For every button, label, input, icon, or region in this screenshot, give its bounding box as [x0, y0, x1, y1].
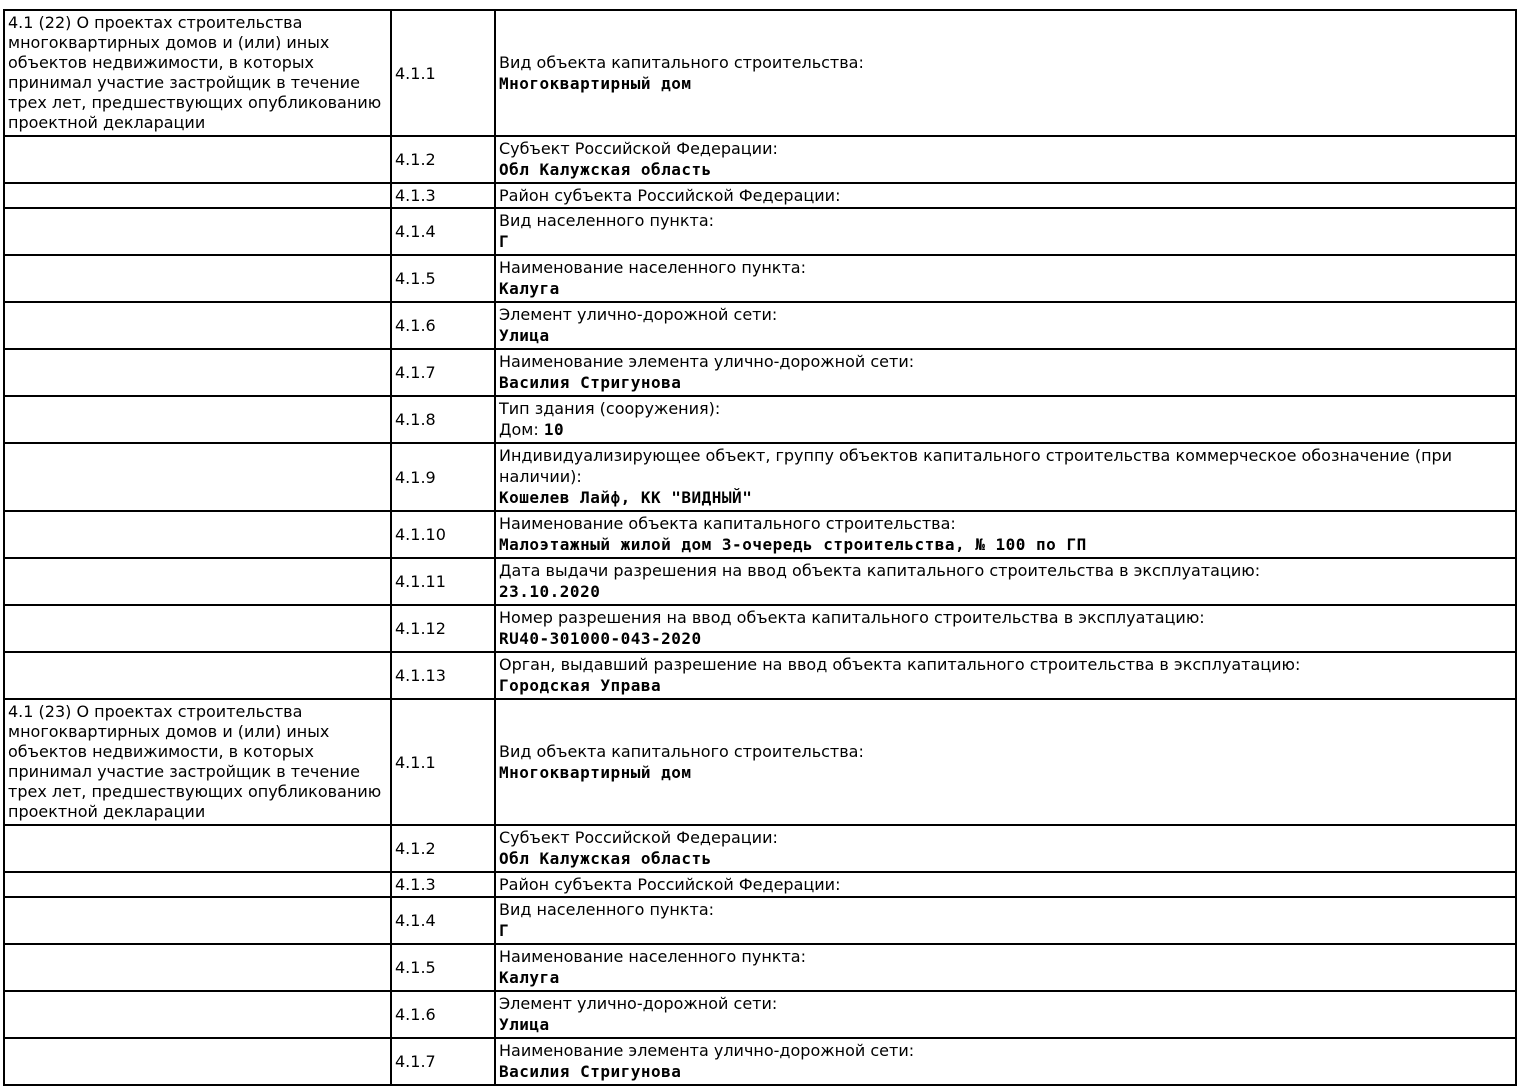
field-cell — [495, 872, 1516, 897]
field-value: Кошелев Лайф, КК "ВИДНЫЙ" — [499, 488, 753, 507]
field-value-line — [499, 278, 1512, 300]
row-number-cell: 4.1.3 — [391, 872, 495, 897]
row-number-cell: 4.1.11 — [391, 558, 495, 605]
row-number-cell: 4.1.6 — [391, 991, 495, 1038]
row-number-cell: 4.1.5 — [391, 255, 495, 302]
row-number-cell: 4.1.3 — [391, 183, 495, 208]
empty-cell — [4, 255, 391, 302]
field-label: Номер разрешения на ввод объекта капитального строительства в эксплуатацию: — [499, 608, 1205, 627]
field-cell — [495, 10, 1516, 136]
field-label: Дата выдачи разрешения на ввод объекта капитального строительства в эксплуатацию: — [499, 561, 1261, 580]
field-label: Субъект Российской Федерации: — [499, 139, 778, 158]
field-value-line — [499, 581, 1512, 603]
field-value: Многоквартирный дом — [499, 73, 692, 93]
table-row — [4, 652, 1516, 699]
field-value: Малоэтажный жилой дом 3-очередь строительства, № 100 по ГП — [499, 535, 1087, 554]
table-row — [4, 396, 1516, 443]
table-row — [4, 443, 1516, 511]
table-row — [4, 136, 1516, 183]
row-number-cell: 4.1.12 — [391, 605, 495, 652]
field-label: Вид населенного пункта: — [499, 900, 715, 919]
row-number-cell: 4.1.4 — [391, 897, 495, 944]
empty-cell — [4, 652, 391, 699]
field-cell — [495, 1038, 1516, 1085]
empty-cell — [4, 825, 391, 872]
row-number-cell: 4.1.1 — [391, 699, 495, 825]
table-row — [4, 605, 1516, 652]
field-value: Василия Стригунова — [499, 1062, 682, 1081]
field-value-line — [499, 73, 1512, 95]
field-cell — [495, 699, 1516, 825]
field-value-line — [499, 848, 1512, 870]
field-label: Район субъекта Российской Федерации: — [499, 875, 841, 894]
field-label: Субъект Российской Федерации: — [499, 828, 778, 847]
field-cell — [495, 825, 1516, 872]
field-value: RU40-301000-043-2020 — [499, 629, 702, 648]
row-number-cell: 4.1.2 — [391, 825, 495, 872]
row-number-cell: 4.1.7 — [391, 1038, 495, 1085]
row-number-cell: 4.1.8 — [391, 396, 495, 443]
field-value-prefix: Дом: — [499, 420, 544, 439]
field-label: Вид объекта капитального строительства: — [499, 741, 864, 761]
empty-cell — [4, 443, 391, 511]
field-label: Наименование элемента улично-дорожной сети: — [499, 352, 915, 371]
table-row — [4, 872, 1516, 897]
row-number-cell: 4.1.10 — [391, 511, 495, 558]
field-label: Район субъекта Российской Федерации: — [499, 186, 841, 205]
field-value-line — [499, 325, 1512, 347]
table-row — [4, 897, 1516, 944]
section-description-cell: 4.1 (22) О проектах строительства многоквартирных домов и (или) иных объектов недвижимости, в которых принимал участие застройщик в течение трех лет, предшествующих опубликованию проектной декларации — [4, 10, 391, 136]
field-cell — [495, 255, 1516, 302]
row-number-cell: 4.1.2 — [391, 136, 495, 183]
field-value: Улица — [499, 1015, 550, 1034]
field-value-line — [499, 372, 1512, 394]
field-cell — [495, 443, 1516, 511]
field-value: 23.10.2020 — [499, 582, 601, 601]
field-value-line — [499, 487, 1512, 509]
field-value: 10 — [543, 420, 565, 439]
field-cell — [495, 208, 1516, 255]
field-value: Многоквартирный дом — [499, 762, 692, 782]
field-cell — [495, 897, 1516, 944]
table-row — [4, 991, 1516, 1038]
empty-cell — [4, 872, 391, 897]
table-row — [4, 255, 1516, 302]
field-value-line — [499, 1014, 1512, 1036]
table-row — [4, 944, 1516, 991]
empty-cell — [4, 897, 391, 944]
table-row — [4, 183, 1516, 208]
table-row — [4, 825, 1516, 872]
field-value: Обл Калужская область — [499, 849, 712, 868]
field-cell — [495, 349, 1516, 396]
row-number-cell: 4.1.4 — [391, 208, 495, 255]
table-row — [4, 699, 1516, 825]
field-cell — [495, 396, 1516, 443]
table-row — [4, 302, 1516, 349]
field-cell — [495, 991, 1516, 1038]
field-label: Наименование населенного пункта: — [499, 258, 806, 277]
empty-cell — [4, 302, 391, 349]
empty-cell — [4, 944, 391, 991]
field-label: Тип здания (сооружения): — [499, 399, 721, 418]
row-number-cell: 4.1.13 — [391, 652, 495, 699]
empty-cell — [4, 511, 391, 558]
field-label: Наименование объекта капитального строительства: — [499, 514, 956, 533]
field-label: Элемент улично-дорожной сети: — [499, 305, 778, 324]
field-label: Орган, выдавший разрешение на ввод объекта капитального строительства в эксплуатацию: — [499, 655, 1301, 674]
table-row — [4, 558, 1516, 605]
field-value: Улица — [499, 326, 550, 345]
empty-cell — [4, 349, 391, 396]
field-value-line — [499, 534, 1512, 556]
field-cell — [495, 558, 1516, 605]
empty-cell — [4, 396, 391, 443]
field-label: Наименование элемента улично-дорожной сети: — [499, 1041, 915, 1060]
field-value-line — [499, 159, 1512, 181]
empty-cell — [4, 136, 391, 183]
row-number-cell: 4.1.7 — [391, 349, 495, 396]
empty-cell — [4, 605, 391, 652]
empty-cell — [4, 558, 391, 605]
field-cell — [495, 605, 1516, 652]
field-value: Калуга — [499, 279, 560, 298]
field-cell — [495, 183, 1516, 208]
field-value: Обл Калужская область — [499, 160, 712, 179]
row-number-cell: 4.1.1 — [391, 10, 495, 136]
row-number-cell: 4.1.9 — [391, 443, 495, 511]
field-label: Вид населенного пункта: — [499, 211, 715, 230]
field-value-line — [499, 920, 1512, 942]
field-label: Наименование населенного пункта: — [499, 947, 806, 966]
project-declaration-table — [3, 9, 1517, 1086]
field-cell — [495, 302, 1516, 349]
field-value: Василия Стригунова — [499, 373, 682, 392]
field-cell — [495, 511, 1516, 558]
field-value-line — [499, 231, 1512, 253]
empty-cell — [4, 991, 391, 1038]
row-number-cell: 4.1.6 — [391, 302, 495, 349]
table-row — [4, 10, 1516, 136]
field-value-line — [499, 762, 1512, 784]
field-cell — [495, 652, 1516, 699]
empty-cell — [4, 1038, 391, 1085]
section-description-cell: 4.1 (23) О проектах строительства многоквартирных домов и (или) иных объектов недвижимости, в которых принимал участие застройщик в течение трех лет, предшествующих опубликованию проектной декларации — [4, 699, 391, 825]
empty-cell — [4, 208, 391, 255]
field-value-line — [499, 967, 1512, 989]
field-value-line — [499, 675, 1512, 697]
field-value-line — [499, 419, 1512, 441]
field-value: Г — [499, 921, 510, 940]
field-value-line — [499, 628, 1512, 650]
field-cell — [495, 944, 1516, 991]
field-value: Г — [499, 232, 510, 251]
field-label: Индивидуализирующее объект, группу объектов капитального строительства коммерческое обозначение (при наличии): — [499, 446, 1453, 486]
field-label: Вид объекта капитального строительства: — [499, 52, 864, 72]
empty-cell — [4, 183, 391, 208]
row-number-cell: 4.1.5 — [391, 944, 495, 991]
field-cell — [495, 136, 1516, 183]
table-row — [4, 208, 1516, 255]
field-value: Городская Управа — [499, 676, 662, 695]
field-value: Калуга — [499, 968, 560, 987]
table-row — [4, 349, 1516, 396]
table-row — [4, 1038, 1516, 1085]
table-row — [4, 511, 1516, 558]
field-label: Элемент улично-дорожной сети: — [499, 994, 778, 1013]
